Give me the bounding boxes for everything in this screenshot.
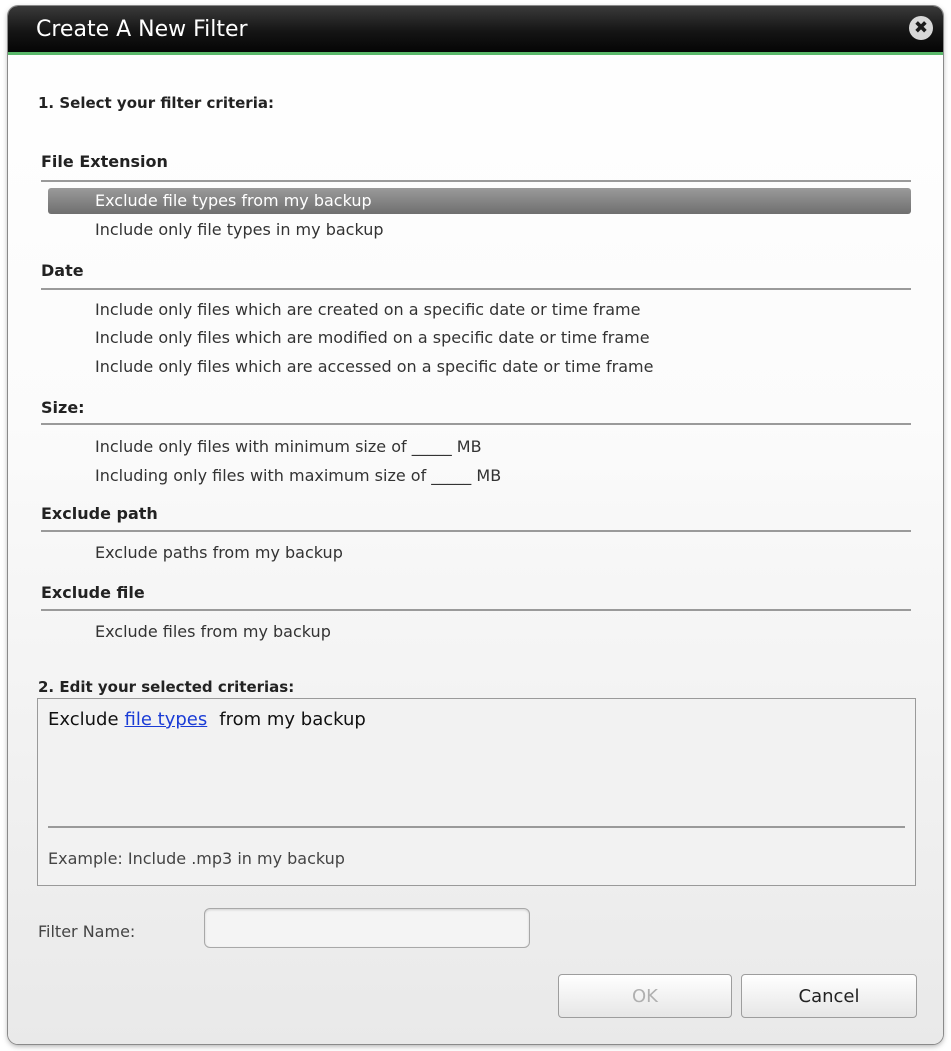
title-bar[interactable]	[8, 6, 943, 55]
section-header-exclude-path: Exclude path	[41, 504, 158, 523]
section-divider	[41, 288, 911, 290]
step1-heading: 1. Select your filter criteria:	[38, 94, 274, 112]
option-exclude-files[interactable]: Exclude files from my backup	[95, 622, 331, 641]
section-header-size: Size:	[41, 398, 85, 417]
filter-name-label: Filter Name:	[38, 922, 136, 941]
option-date-accessed[interactable]: Include only files which are accessed on a specific date or time frame	[95, 357, 654, 376]
section-divider	[41, 180, 911, 182]
filter-name-input[interactable]	[204, 908, 530, 948]
section-divider	[41, 530, 911, 532]
example-text: Example: Include .mp3 in my backup	[48, 849, 345, 868]
step2-heading: 2. Edit your selected criterias:	[38, 678, 295, 696]
cancel-button[interactable]: Cancel	[741, 974, 917, 1018]
option-min-size[interactable]: Include only files with minimum size of _____ MB	[95, 437, 482, 456]
option-date-modified[interactable]: Include only files which are modified on a specific date or time frame	[95, 328, 650, 347]
option-max-size[interactable]: Including only files with maximum size of _____ MB	[95, 466, 502, 485]
section-header-date: Date	[41, 261, 84, 280]
dialog-title: Create A New Filter	[36, 17, 248, 42]
ok-button[interactable]: OK	[558, 974, 732, 1018]
edit-box-divider	[48, 826, 905, 828]
criteria-sentence	[48, 709, 366, 730]
criteria-suffix: from my backup	[219, 709, 366, 730]
close-icon[interactable]: ✖	[909, 16, 933, 40]
section-divider	[41, 423, 911, 425]
section-header-exclude-file: Exclude file	[41, 583, 145, 602]
option-include-file-types[interactable]: Include only file types in my backup	[95, 220, 384, 239]
section-header-file-extension: File Extension	[41, 152, 168, 171]
criteria-prefix: Exclude	[48, 709, 119, 730]
create-filter-dialog	[8, 6, 943, 1044]
criteria-edit-box	[37, 698, 916, 886]
option-date-created[interactable]: Include only files which are created on a specific date or time frame	[95, 300, 641, 319]
section-divider	[41, 609, 911, 611]
file-types-link[interactable]: file types	[124, 709, 208, 730]
option-exclude-file-types[interactable]: Exclude file types from my backup	[95, 191, 372, 210]
option-exclude-paths[interactable]: Exclude paths from my backup	[95, 543, 343, 562]
